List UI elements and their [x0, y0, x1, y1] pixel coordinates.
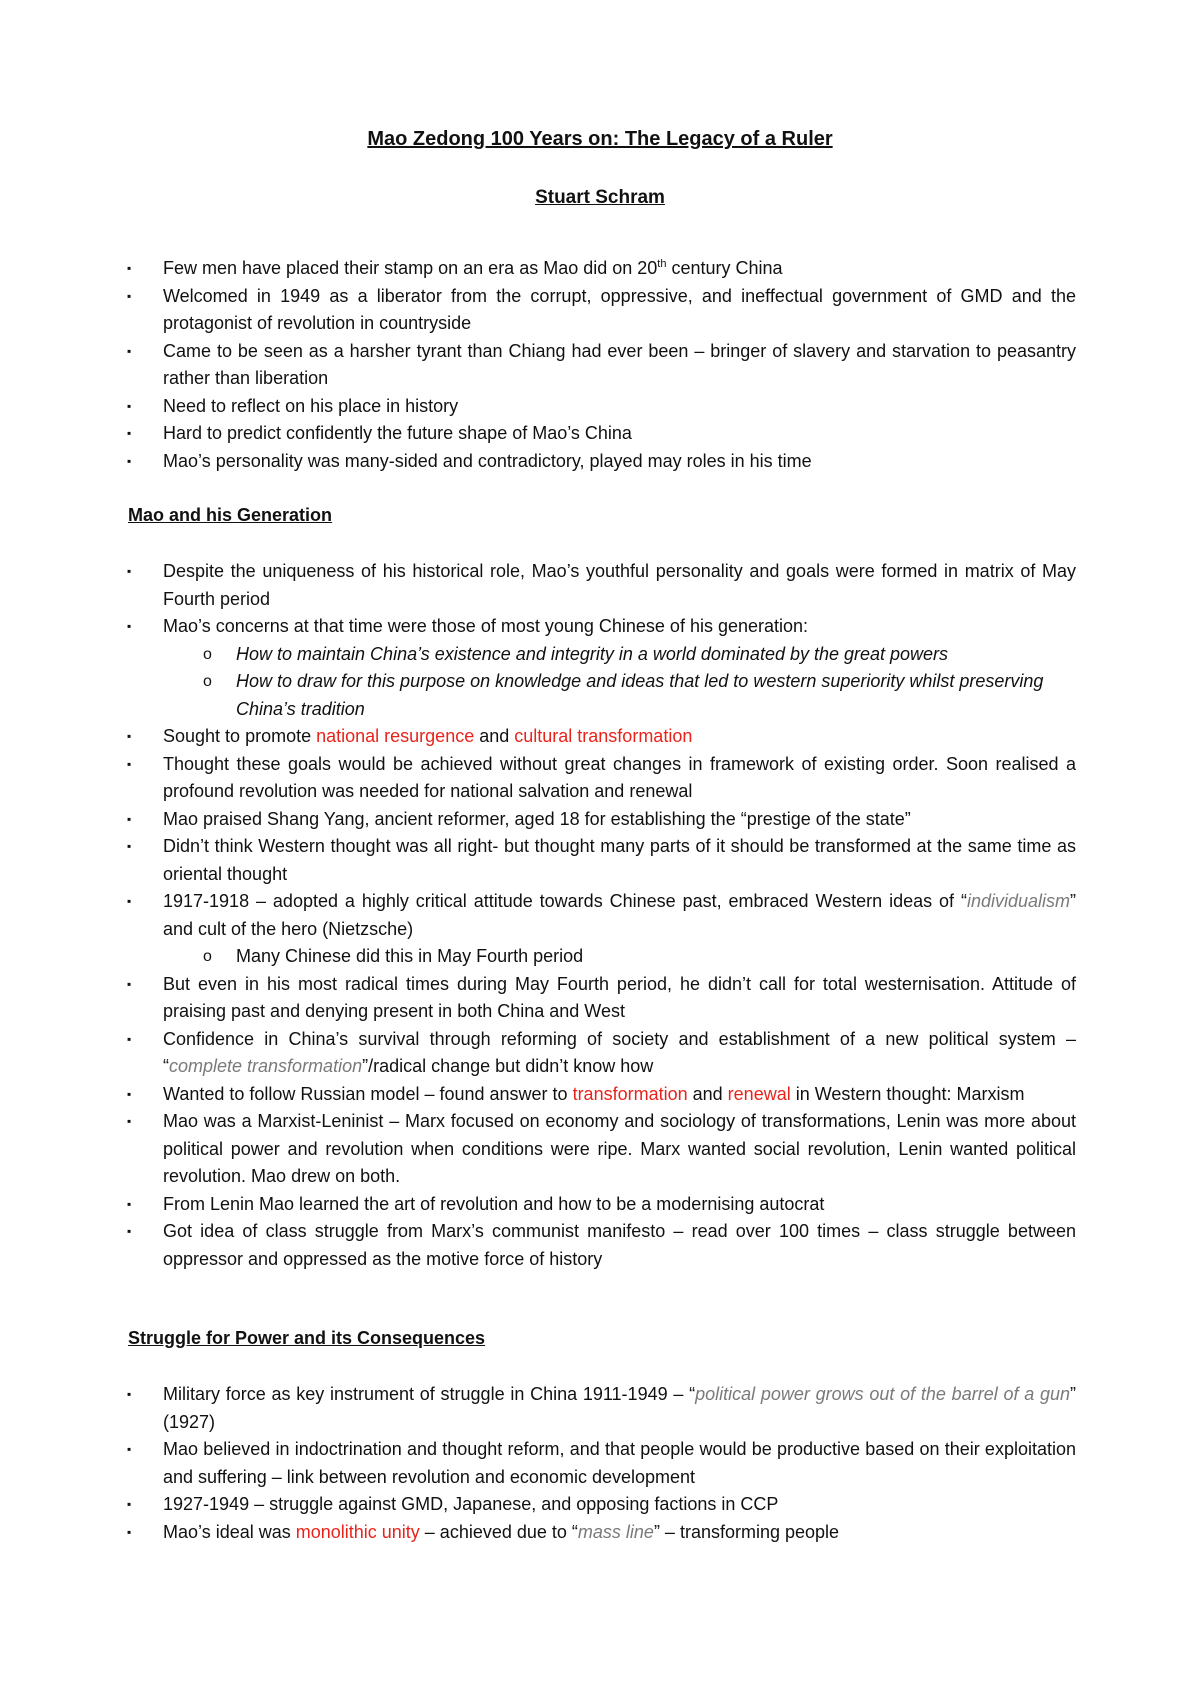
sub-bullet-icon: o — [203, 645, 212, 663]
list-item: ▪ Welcomed in 1949 as a liberator from the corrupt, oppressive, and ineffectual government of GMD and the protagonist of revolution in countryside — [0, 283, 1200, 338]
list-item: ▪ Thought these goals would be achieved without great changes in framework of existing order. Soon realised a profound revolution was needed for national salvation and renewal — [0, 751, 1200, 806]
list-item: ▪ Mao praised Shang Yang, ancient reformer, aged 18 for establishing the “prestige of the state” — [0, 806, 1200, 834]
sub-list-item: o How to draw for this purpose on knowledge and ideas that led to western superiority whilst preserving China’s tradition — [0, 668, 1200, 723]
bullet-icon: ▪ — [127, 894, 132, 908]
list-item: ▪ But even in his most radical times during May Fourth period, he didn’t call for total westernisation. Attitude of praising past and denying present in both China and West — [0, 971, 1200, 1026]
bullet-icon: ▪ — [127, 1442, 132, 1456]
bullet-icon: ▪ — [127, 976, 132, 991]
bullet-icon: ▪ — [127, 426, 132, 440]
bullet-icon: ▪ — [127, 1086, 132, 1101]
bullet-icon: ▪ — [127, 619, 132, 633]
sub-bullet-icon: o — [203, 948, 212, 965]
list-item: ▪ Mao believed in indoctrination and thought reform, and that people would be productive based on their exploitation and suffering – link between revolution and economic development — [0, 1436, 1200, 1491]
list-item: ▪ Mao was a Marxist-Leninist – Marx focused on economy and sociology of transformations, Lenin was more about political power and revolution when conditions were ripe. Marx wanted social revolution, Lenin wanted political revolution. Mao drew on both. — [0, 1108, 1200, 1191]
list-item: ▪ Despite the uniqueness of his historical role, Mao’s youthful personality and goals were formed in matrix of May Fourth period — [0, 558, 1200, 613]
bullet-icon: ▪ — [127, 288, 132, 303]
bullet-icon: ▪ — [127, 1524, 132, 1539]
list-item: ▪ Confidence in China’s survival through reforming of society and establishment of a new political system – “complete transformation”/radical change but didn’t know how — [0, 1026, 1200, 1081]
list-item: ▪ Sought to promote national resurgence and cultural transformation — [0, 723, 1200, 751]
list-item: ▪ Didn’t think Western thought was all right- but thought many parts of it should be transformed at the same time as oriental thought — [0, 833, 1200, 888]
bullet-icon: ▪ — [127, 756, 132, 771]
bullet-icon: ▪ — [127, 839, 132, 853]
list-item: ▪ 1917-1918 – adopted a highly critical attitude towards Chinese past, embraced Western ideas of “individualism” and cult of the hero (Nietzsche) — [0, 888, 1200, 943]
list-item: ▪ Got idea of class struggle from Marx’s communist manifesto – read over 100 times – class struggle between oppressor and oppressed as the motive force of history — [0, 1218, 1200, 1273]
struggle-bullet-list — [0, 1381, 1200, 1546]
list-item: ▪ Few men have placed their stamp on an era as Mao did on 20th century China — [0, 255, 1200, 283]
bullet-icon: ▪ — [127, 343, 132, 358]
bullet-icon: ▪ — [127, 811, 132, 826]
section-heading-struggle: Struggle for Power and its Consequences — [128, 1328, 486, 1348]
sub-list-item: o How to maintain China’s existence and integrity in a world dominated by the great powers — [0, 641, 1200, 669]
bullet-icon: ▪ — [127, 1497, 132, 1511]
bullet-icon: ▪ — [127, 729, 132, 743]
bullet-icon: ▪ — [127, 1114, 132, 1128]
bullet-icon: ▪ — [127, 261, 132, 275]
document-author: Stuart Schram — [535, 187, 665, 208]
bullet-icon: ▪ — [127, 1031, 132, 1046]
section-heading-generation: Mao and his Generation — [128, 505, 333, 525]
list-item: ▪ Hard to predict confidently the future shape of Mao’s China — [0, 420, 1200, 448]
bullet-icon: ▪ — [127, 1387, 132, 1401]
bullet-icon: ▪ — [127, 453, 132, 468]
document-title: Mao Zedong 100 Years on: The Legacy of a Ruler — [367, 128, 833, 150]
intro-bullet-list — [0, 255, 1200, 475]
bullet-icon: ▪ — [127, 1224, 132, 1238]
list-item: ▪ Military force as key instrument of struggle in China 1911-1949 – “political power grows out of the barrel of a gun” (1927) — [0, 1381, 1200, 1436]
generation-bullet-list — [0, 558, 1200, 1273]
list-item: ▪ Came to be seen as a harsher tyrant than Chiang had ever been – bringer of slavery and starvation to peasantry rather than liberation — [0, 338, 1200, 393]
bullet-icon: ▪ — [127, 564, 132, 578]
list-item: ▪ Wanted to follow Russian model – found answer to transformation and renewal in Western thought: Marxism — [0, 1081, 1200, 1109]
list-item: ▪ Mao’s ideal was monolithic unity – achieved due to “mass line” – transforming people — [0, 1519, 1200, 1547]
bullet-icon: ▪ — [127, 398, 132, 413]
sub-bullet-icon: o — [203, 673, 212, 690]
list-item: ▪ From Lenin Mao learned the art of revolution and how to be a modernising autocrat — [0, 1191, 1200, 1219]
list-item: ▪ Mao’s personality was many-sided and contradictory, played may roles in his time — [0, 448, 1200, 476]
sub-list-item: o Many Chinese did this in May Fourth period — [0, 943, 1200, 971]
list-item: ▪ Mao’s concerns at that time were those of most young Chinese of his generation: — [0, 613, 1200, 641]
bullet-icon: ▪ — [127, 1196, 132, 1211]
list-item: ▪ 1927-1949 – struggle against GMD, Japanese, and opposing factions in CCP — [0, 1491, 1200, 1519]
list-item: ▪ Need to reflect on his place in history — [0, 393, 1200, 421]
